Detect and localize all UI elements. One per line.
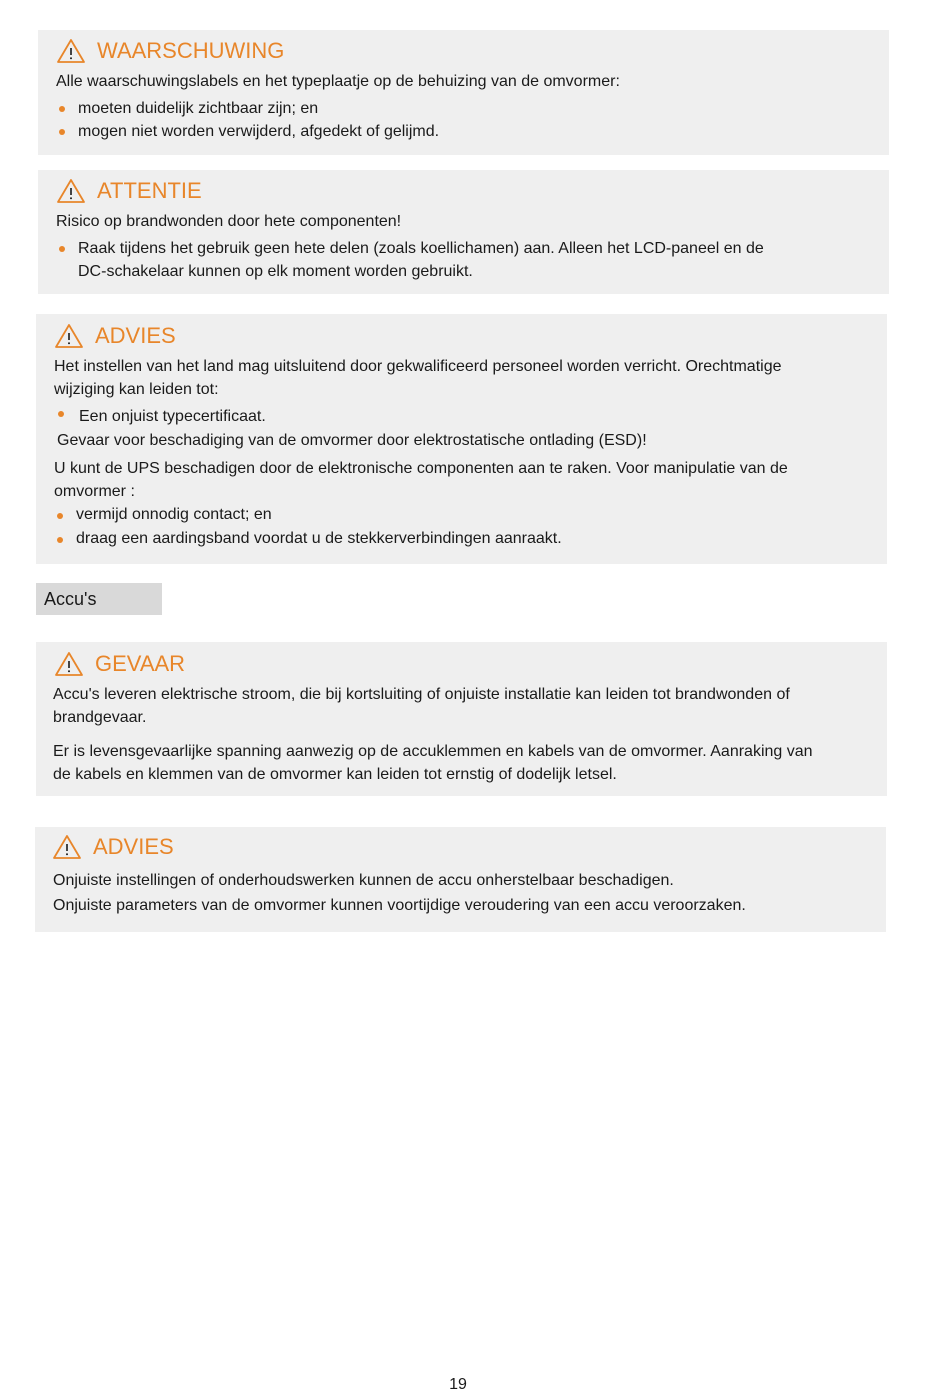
warning-triangle-icon bbox=[54, 651, 84, 677]
advice-title-text: ADVIES bbox=[93, 834, 174, 859]
list-item: moeten duidelijk zichtbaar zijn; en bbox=[78, 100, 319, 117]
bullet-dot bbox=[57, 513, 63, 519]
advice-paragraph: U kunt de UPS beschadigen door de elektronische componenten aan te raken. Voor manipulatie van de bbox=[54, 460, 788, 477]
danger-paragraph: brandgevaar. bbox=[53, 709, 147, 726]
bullet-dot bbox=[59, 129, 65, 135]
list-item: Een onjuist typecertificaat. bbox=[79, 408, 266, 425]
list-item: draag een aardingsband voordat u de stekkerverbindingen aanraakt. bbox=[76, 530, 562, 547]
warning-title-text: WAARSCHUWING bbox=[97, 38, 285, 63]
warning-title bbox=[56, 38, 284, 64]
danger-title-text: GEVAAR bbox=[95, 651, 186, 676]
danger-paragraph: Er is levensgevaarlijke spanning aanwezig op de accuklemmen en kabels van de omvormer. Aanraking van bbox=[53, 743, 813, 760]
advice-paragraph: omvormer : bbox=[54, 483, 135, 500]
list-item: vermijd onnodig contact; en bbox=[76, 506, 272, 523]
advice-title bbox=[54, 323, 176, 349]
list-item-continuation: DC-schakelaar kunnen op elk moment worden gebruikt. bbox=[78, 263, 473, 280]
advice-paragraph: wijziging kan leiden tot: bbox=[54, 381, 219, 398]
attention-title-text: ATTENTIE bbox=[97, 178, 202, 203]
advice-box bbox=[36, 314, 887, 564]
advice-box-battery bbox=[35, 827, 886, 932]
warning-triangle-icon bbox=[56, 38, 86, 64]
esd-warning: Gevaar voor beschadiging van de omvormer door elektrostatische ontlading (ESD)! bbox=[57, 432, 647, 449]
warning-triangle-icon bbox=[52, 834, 82, 860]
advice-paragraph: Onjuiste instellingen of onderhoudswerken kunnen de accu onherstelbaar beschadigen. bbox=[53, 872, 674, 889]
warning-triangle-icon bbox=[54, 323, 84, 349]
danger-box bbox=[36, 642, 887, 796]
attention-box bbox=[38, 170, 889, 294]
list-item: Raak tijdens het gebruik geen hete delen (zoals koellichamen) aan. Alleen het LCD-paneel en de bbox=[78, 240, 764, 257]
warning-triangle-icon bbox=[56, 178, 86, 204]
advice-paragraph: Onjuiste parameters van de omvormer kunnen voortijdige veroudering van een accu veroorzaken. bbox=[53, 897, 746, 914]
danger-paragraph: de kabels en klemmen van de omvormer kan leiden tot ernstig of dodelijk letsel. bbox=[53, 766, 617, 783]
bullet-dot bbox=[59, 246, 65, 252]
advice-paragraph: Het instellen van het land mag uitsluitend door gekwalificeerd personeel worden verricht. Orechtmatige bbox=[54, 358, 782, 375]
bullet-dot bbox=[58, 411, 64, 417]
attention-title bbox=[56, 178, 202, 204]
danger-title bbox=[54, 651, 185, 677]
bullet-dot bbox=[59, 106, 65, 112]
advice-title-text: ADVIES bbox=[95, 323, 176, 348]
page-number: 19 bbox=[449, 1376, 467, 1393]
warning-intro: Alle waarschuwingslabels en het typeplaatje op de behuizing van de omvormer: bbox=[56, 73, 620, 90]
section-heading: Accu's bbox=[36, 583, 162, 615]
list-item: mogen niet worden verwijderd, afgedekt of gelijmd. bbox=[78, 123, 440, 140]
advice-title bbox=[52, 834, 174, 860]
bullet-dot bbox=[57, 537, 63, 543]
danger-paragraph: Accu's leveren elektrische stroom, die bij kortsluiting of onjuiste installatie kan leiden tot brandwonden of bbox=[53, 686, 790, 703]
attention-intro: Risico op brandwonden door hete componenten! bbox=[56, 213, 402, 230]
warning-box bbox=[38, 30, 889, 155]
